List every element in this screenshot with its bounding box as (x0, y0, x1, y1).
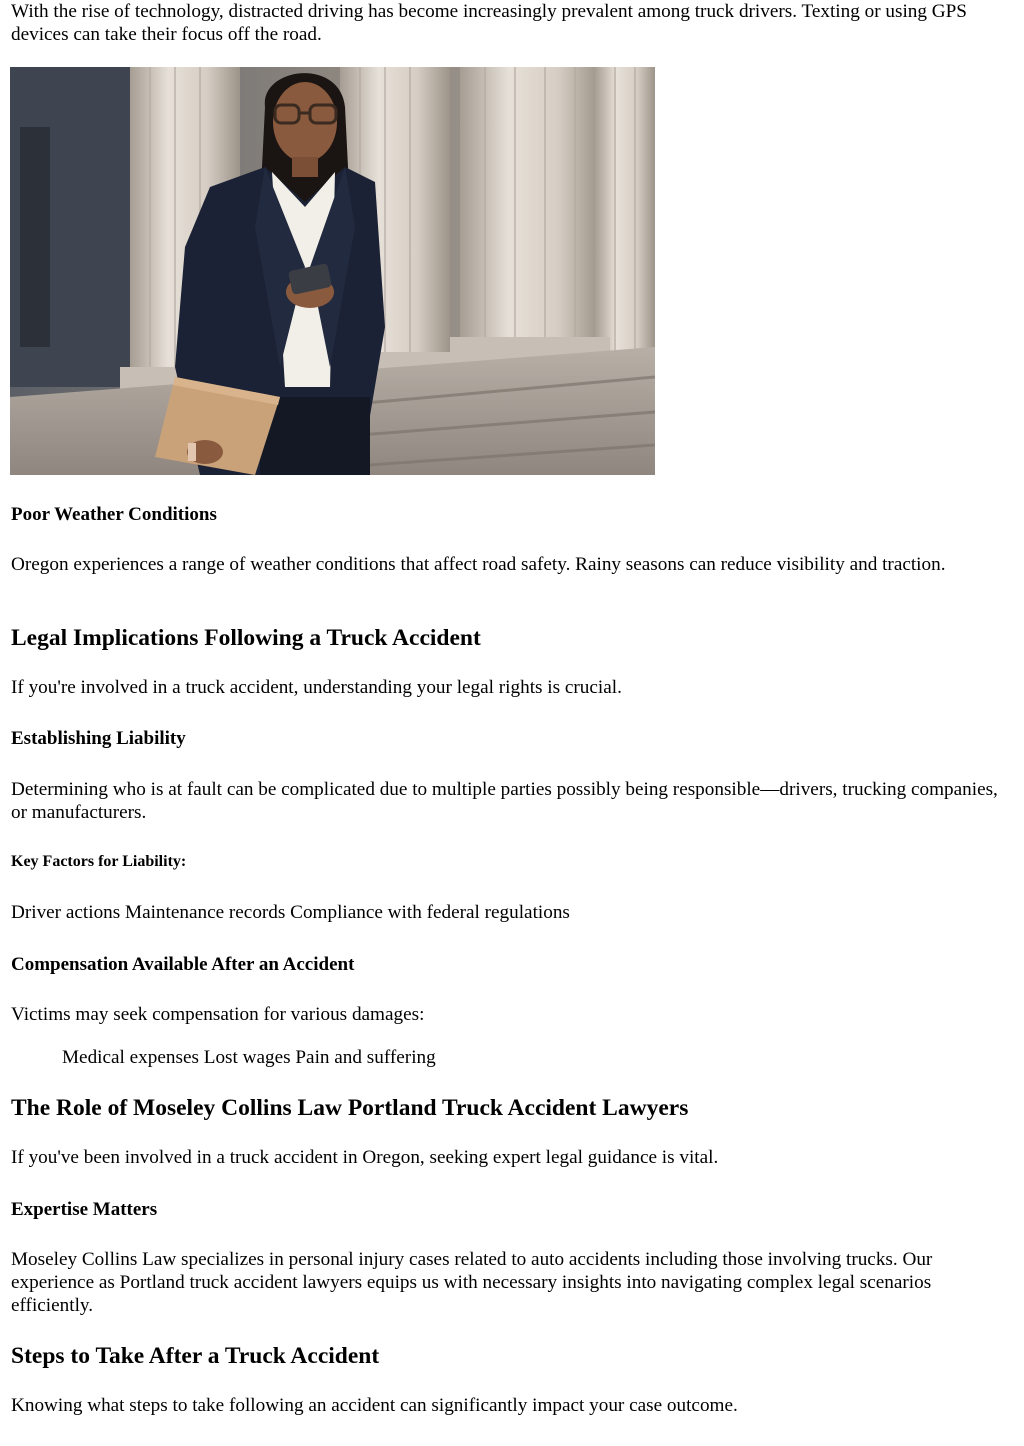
role-heading: The Role of Moseley Collins Law Portland Truck Accident Lawyers (11, 1095, 689, 1121)
establishing-liability-paragraph: Determining who is at fault can be complicated due to multiple parties possibly being responsible—drivers, trucking companies, or manufacturers. (11, 779, 998, 823)
expertise-paragraph: Moseley Collins Law specializes in personal injury cases related to auto accidents including those involving trucks. Our experience as Portland truck accident lawyers equips us with necessary insights into navigating complex legal scenarios efficiently. (11, 1249, 933, 1316)
key-factors-heading: Key Factors for Liability: (11, 853, 187, 870)
intro-paragraph: With the rise of technology, distracted driving has become increasingly prevalent among truck drivers. Texting or using GPS devices can take their focus off the road. (11, 1, 967, 45)
poor-weather-paragraph: Oregon experiences a range of weather conditions that affect road safety. Rainy seasons can reduce visibility and traction. (11, 554, 946, 575)
establishing-liability-heading: Establishing Liability (11, 728, 186, 749)
role-paragraph: If you've been involved in a truck accident in Oregon, seeking expert legal guidance is vital. (11, 1147, 719, 1168)
legal-implications-heading: Legal Implications Following a Truck Accident (11, 625, 481, 651)
poor-weather-heading: Poor Weather Conditions (11, 504, 217, 525)
compensation-heading: Compensation Available After an Accident (11, 954, 355, 975)
compensation-list: Medical expenses Lost wages Pain and suffering (62, 1047, 436, 1068)
key-factors-paragraph: Driver actions Maintenance records Compliance with federal regulations (11, 902, 570, 923)
article-photo (10, 67, 655, 475)
expertise-heading: Expertise Matters (11, 1199, 158, 1220)
steps-heading: Steps to Take After a Truck Accident (11, 1343, 380, 1369)
compensation-paragraph: Victims may seek compensation for various damages: (11, 1004, 425, 1025)
steps-paragraph: Knowing what steps to take following an accident can significantly impact your case outcome. (11, 1395, 738, 1416)
legal-implications-paragraph: If you're involved in a truck accident, understanding your legal rights is crucial. (11, 677, 622, 698)
